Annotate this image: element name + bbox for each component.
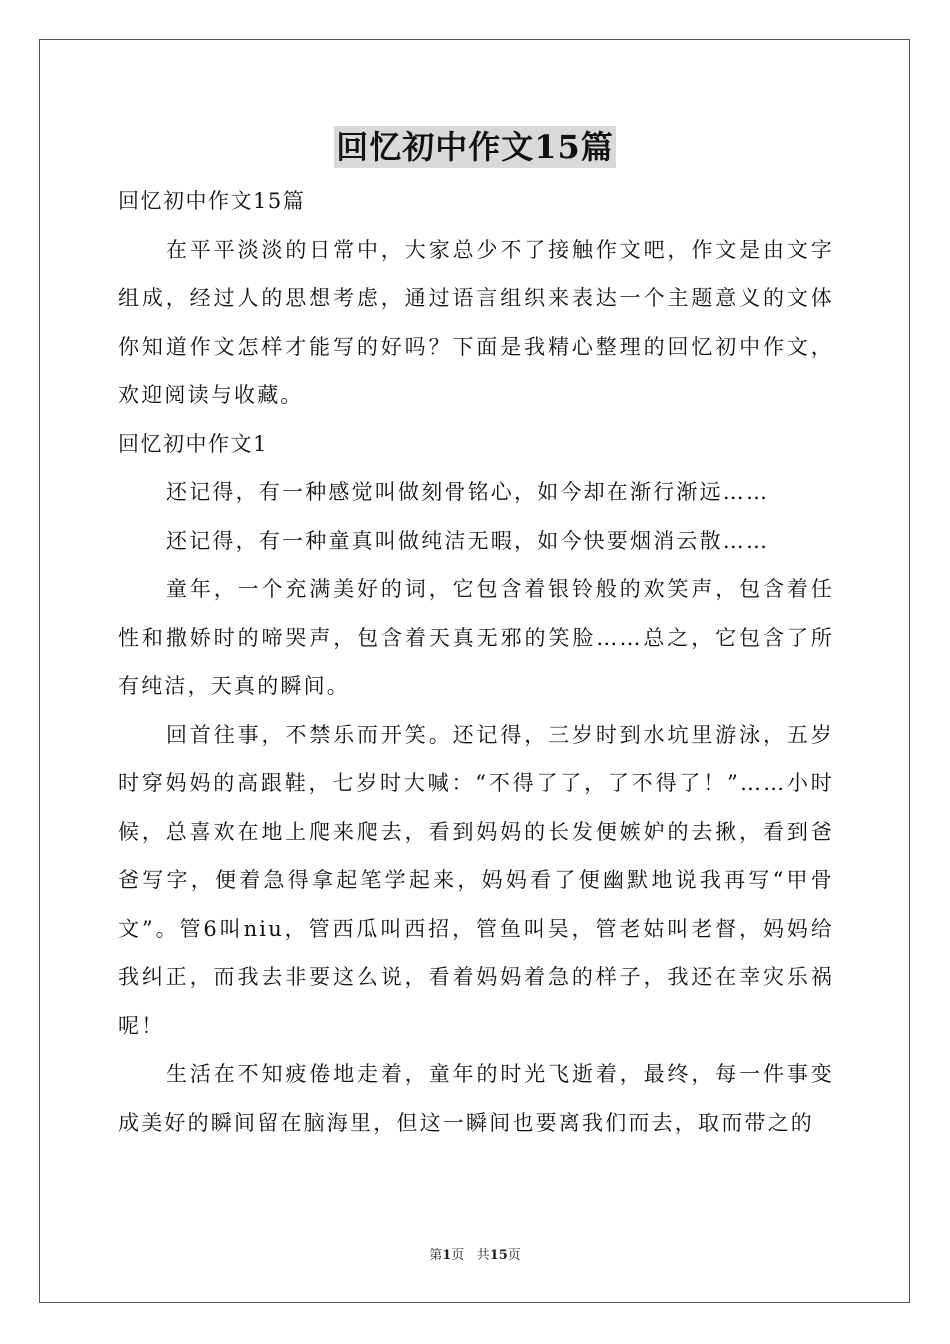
footer-total-pages: 15 <box>489 1248 508 1263</box>
footer-page-suffix: 页 <box>451 1248 465 1263</box>
footer-total-suffix: 页 <box>507 1248 521 1263</box>
section-heading: 回忆初中作文1 <box>118 431 268 456</box>
body-paragraph: 还记得，有一种感觉叫做刻骨铭心，如今却在渐行渐远…… <box>166 480 770 504</box>
title-area <box>0 126 950 168</box>
body-paragraph: 回首往事，不禁乐而开笑。还记得，三岁时到水坑里游泳，五岁时穿妈妈的高跟鞋，七岁时大喊：“不得了了，了不得了！”……小时候，总喜欢在地上爬来爬去，看到妈妈的长发便嫉妒的去揪，看到爸爸写字，便着急得拿起笔学起来，妈妈看了便幽默地说我再写“甲骨文”。管6叫niu，管西瓜叫西招，管鱼叫吴，管老姑叫老督，妈妈给我纠正，而我去非要这么说，看着妈妈着急的样子，我还在幸灾乐祸呢！ <box>118 722 834 1038</box>
body-paragraph: 童年，一个充满美好的词，它包含着银铃般的欢笑声，包含着任性和撒娇时的啼哭声，包含着天真无邪的笑脸……总之，它包含了所有纯洁，天真的瞬间。 <box>118 577 834 698</box>
body-paragraph: 生活在不知疲倦地走着，童年的时光飞逝着，最终，每一件事变成美好的瞬间留在脑海里，但这一瞬间也要离我们而去，取而带之的 <box>118 1062 834 1135</box>
section-heading: 回忆初中作文15篇 <box>118 189 306 213</box>
page-footer <box>0 1246 950 1266</box>
footer-page-number: 1 <box>442 1248 452 1263</box>
document-title: 回忆初中作文15篇 <box>336 128 614 166</box>
footer-page-prefix: 第 <box>429 1248 443 1263</box>
body-paragraph: 还记得，有一种童真叫做纯洁无暇，如今快要烟消云散…… <box>166 528 770 553</box>
document-body <box>118 177 834 1147</box>
body-paragraph: 在平平淡淡的日常中，大家总少不了接触作文吧，作文是由文字组成，经过人的思想考虑，通过语言组织来表达一个主题意义的文体你知道作文怎样才能写的好吗？下面是我精心整理的回忆初中作文，欢迎阅读与收藏。 <box>118 237 834 407</box>
footer-total-prefix: 共 <box>476 1248 490 1263</box>
